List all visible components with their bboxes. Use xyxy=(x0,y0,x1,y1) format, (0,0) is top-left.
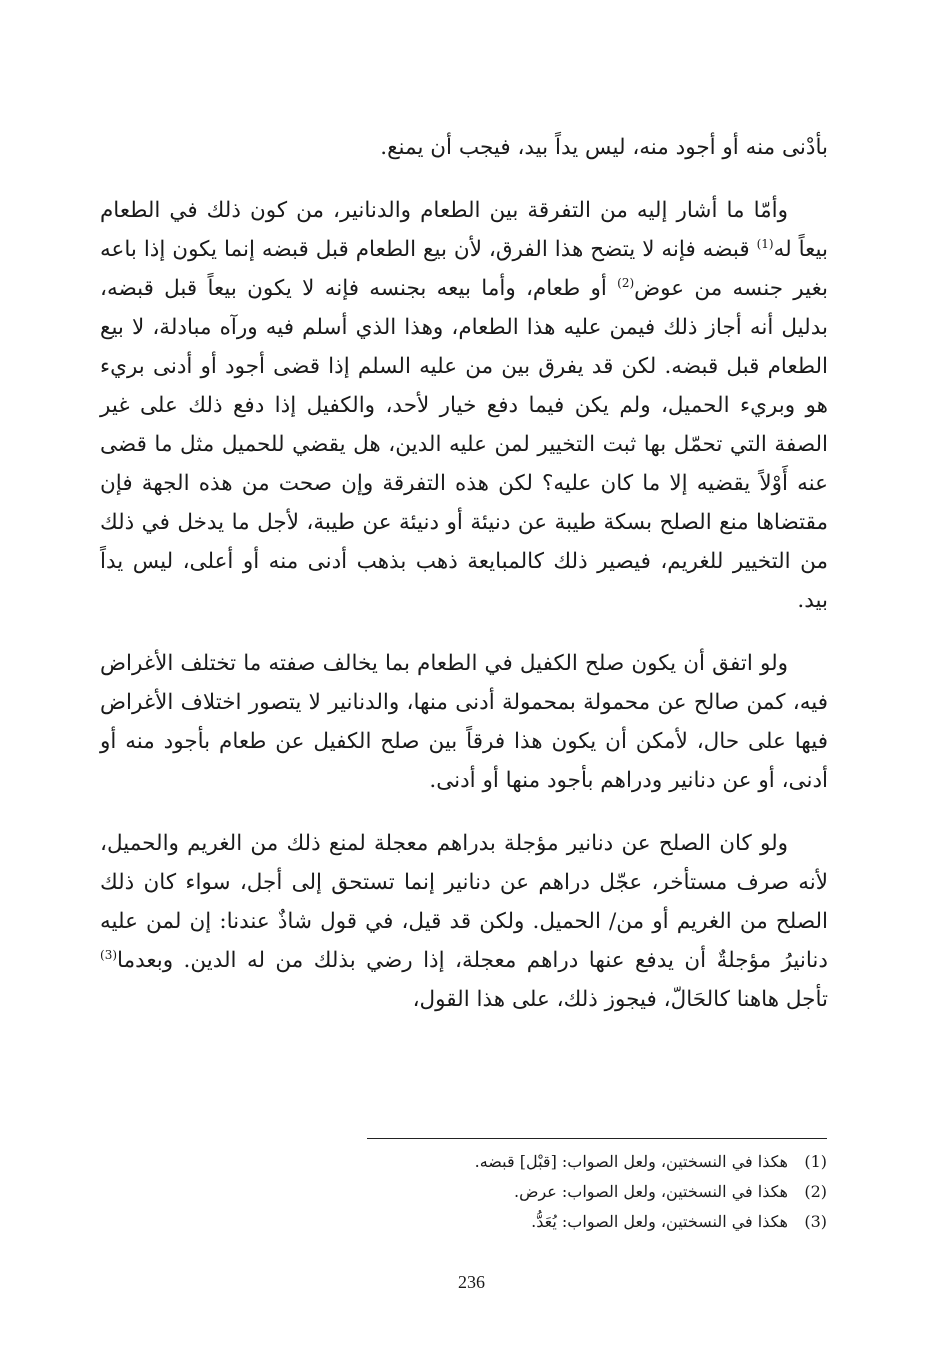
footnote-ref-3[interactable]: (3) xyxy=(100,947,118,962)
footnote-divider xyxy=(367,1138,827,1139)
paragraph-3: ولو اتفق أن يكون صلح الكفيل في الطعام بما يخالف صفته ما تختلف الأغراض فيه، كمن صالح عن محمولة بمحمولة أدنى منها، والدنانير لا يتصور اختلاف الأغراض فيها على حال، لأمكن أن يكون هذا فرقاً بين صلح الكفيل عن طعام بأجود منه أو أدنى، أو عن دنانير ودراهم بأجود منها أو أدنى. xyxy=(100,651,828,793)
footnote-text: هكذا في النسختين، ولعل الصواب: يُعَدُّ. xyxy=(531,1212,788,1231)
paragraph-4-text-b: تأجل هاهنا كالحَالّ، فيجوز ذلك، على هذا القول، xyxy=(412,987,828,1012)
footnotes xyxy=(99,1138,827,1237)
footnote-3 xyxy=(99,1207,827,1237)
footnote-text: هكذا في النسختين، ولعل الصواب: [قبْل] قبضه. xyxy=(474,1152,788,1171)
footnote-ref-2[interactable]: (2) xyxy=(617,275,635,290)
footnote-number: (2) xyxy=(804,1182,827,1201)
footnote-ref-1[interactable]: (1) xyxy=(756,236,774,251)
paragraph-2 xyxy=(100,191,828,620)
footnote-1 xyxy=(99,1147,827,1177)
footnote-2 xyxy=(99,1177,827,1207)
paragraph-2-text-a: وأمّا ما أشار إليه من التفرقة بين الطعام والدنانير، من كون ذلك في الطعام بيعاً له xyxy=(100,198,828,262)
paragraph-2-text-b: قبضه فإنه لا يتضح هذا الفرق، لأن بيع الطعام قبل قبضه إنما يكون إذا باعه بغير جنسه من عوض xyxy=(100,237,828,301)
paragraph-2-text-c: أو طعام، وأما بيعه بجنسه فإنه لا يكون بيعاً قبل قبضه، بدليل أنه أجاز ذلك فيمن عليه هذا الطعام، وهذا الذي أسلم فيه ورآه مبادلة، لا بيع الطعام قبل قبضه. لكن قد يفرق بين من عليه السلم إذا قضى أجود أو أدنى بريء هو وبريء الحميل، ولم يكن فيما دفع خيار لأحد، والكفيل إذا دفع ذلك على غير الصفة التي تحمّل بها ثبت التخيير لمن عليه الدين، هل يقضي للحميل مثل ما قضى عنه أَوْلاً يقضيه إلا ما كان عليه؟ لكن هذه التفرقة وإن صحت من هذه الجهة فإن مقتضاها منع الصلح بسكة طيبة عن دنيئة أو دنيئة عن طيبة، لأجل ما يدخل في ذلك من التخيير للغريم، فيصير ذلك كالمبايعة ذهب بذهب أدنى منه أو أعلى، ليس يداً بيد. xyxy=(100,276,828,613)
paragraph-4-text-a: ولو كان الصلح عن دنانير مؤجلة بدراهم معجلة لمنع ذلك من الغريم والحميل، لأنه صرف مستأخر، عجّل دراهم عن دنانير إنما تستحق إلى أجل، سواء كان ذلك الصلح من الغريم أو من/ الحميل. ولكن قد قيل، في قول شاذٌ عندنا: إن لمن عليه دنانيرُ مؤجلةٌ أن يدفع عنها دراهم معجلة، إذا رضي بذلك من له الدين. وبعدما xyxy=(100,831,828,973)
footnote-number: (3) xyxy=(804,1212,827,1231)
paragraph-1: بأدْنى منه أو أجود منه، ليس يداً بيد، فيجب أن يمنع. xyxy=(380,135,828,160)
footnote-number: (1) xyxy=(804,1152,827,1171)
footnote-text: هكذا في النسختين، ولعل الصواب: عرض. xyxy=(514,1182,788,1201)
page-number: 236 xyxy=(458,1272,485,1292)
paragraph-4 xyxy=(100,824,828,1019)
page-body xyxy=(100,128,828,1043)
